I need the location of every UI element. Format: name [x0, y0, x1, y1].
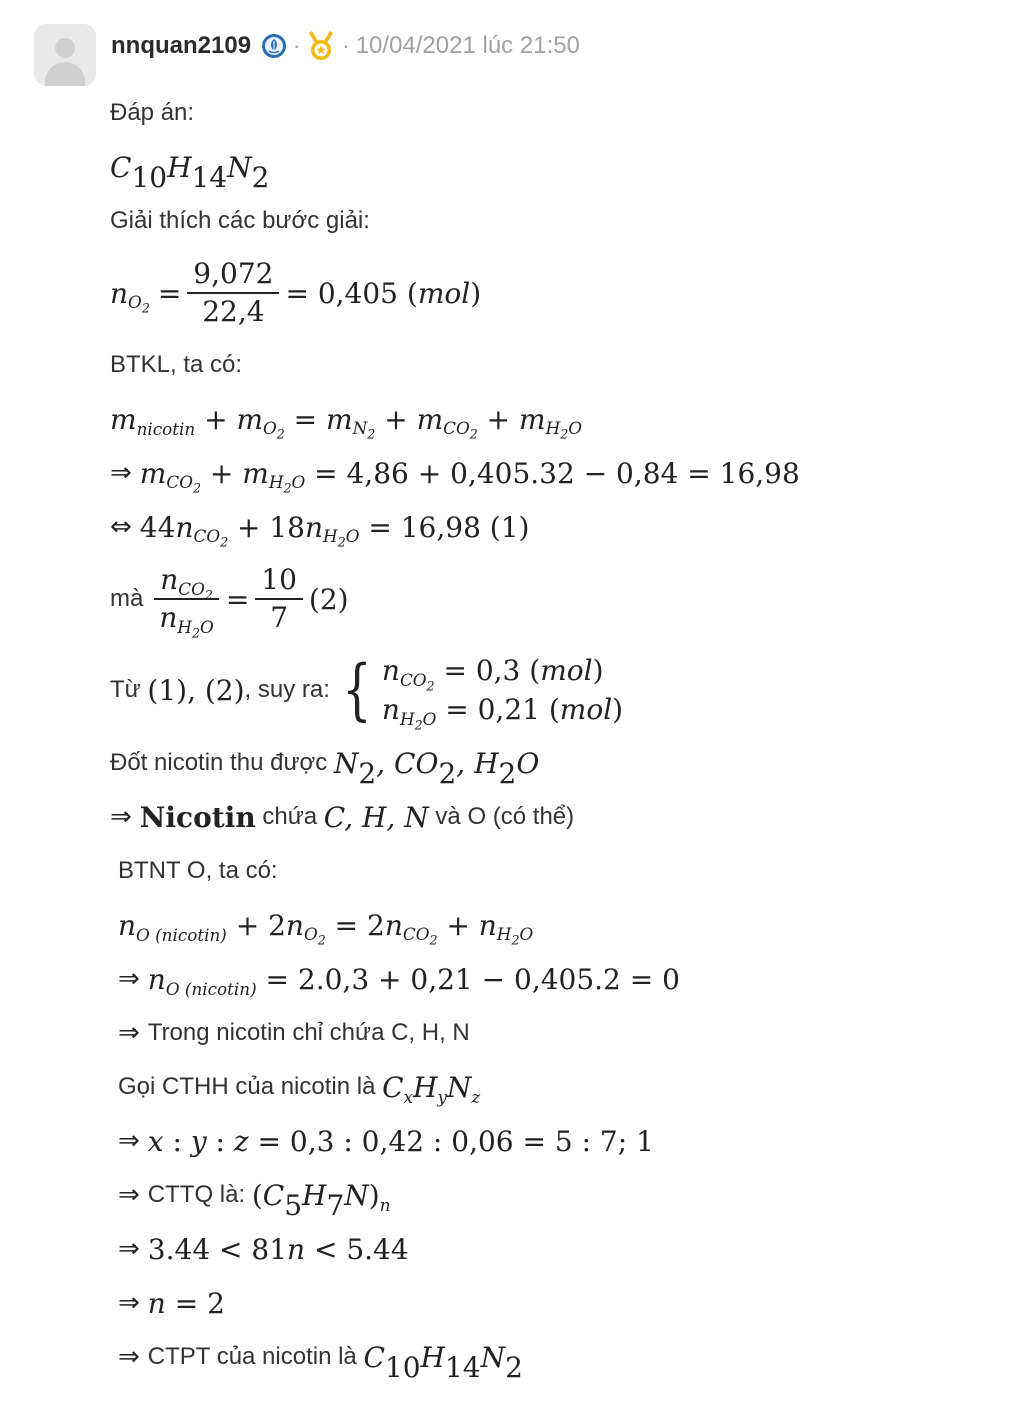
math-line-5: mà $\frac{n_{CO_2}}{n_{H_2O}}$ = $\frac{10}{7}$ (2) [110, 562, 349, 641]
math-line-9: $n_{O (nicotin)}$ + 2 $n_{O_2}$ = 2 $n_{CO_2}$ + $n_{H_2O}$ [118, 908, 534, 948]
math-line-12: Gọi CTHH của nicotin là $C_xH_yN_z$ [118, 1070, 481, 1107]
comment-header [111, 28, 580, 64]
math-line-10: ⇒ $n_{O (nicotin)}$ = 2.0,3 + 0,21 − 0,405.2 = 0 [118, 962, 680, 999]
math-line-4: ⇔ 44 $n_{CO_2}$ + 18 $n_{H_2O}$ = 16,98 (1) [110, 510, 530, 550]
timestamp: 10/04/2021 lúc 21:50 [355, 32, 580, 59]
explain-label-line [110, 194, 990, 248]
answer-formula-line [110, 140, 990, 194]
fraction: $\frac{n_{CO_2}}{n_{H_2O}}$ [153, 564, 219, 634]
answer-label: Đáp án: [110, 99, 195, 126]
btkl-label-line [110, 338, 990, 392]
fraction: $\frac{9,072}{22,4}$ [187, 258, 279, 328]
btkl-label: BTKL, ta có: [110, 351, 243, 378]
math-line-1: $n_{O_2}$ = $\frac{9,072}{22,4}$ = 0,405 ( mol ) [110, 256, 482, 328]
fraction: $\frac{10}{7}$ [255, 564, 303, 634]
avatar[interactable] [34, 24, 96, 86]
answer-formula-render: $C_{10}H_{14}N_2$ [110, 150, 270, 194]
math-line-3: ⇒ $m_{CO_2}$ + $m_{H_2O}$ = 4,86 + 0,405.32 − 0,84 = 16,98 [110, 456, 800, 496]
username[interactable]: nnquan2109 [111, 32, 252, 59]
header-dot: · [293, 33, 301, 58]
math-line-17: ⇒ CTPT của nicotin là $C_{10}H_{14}N_2$ [118, 1340, 523, 1384]
explain-label: Giải thích các bước giải: [110, 207, 370, 234]
math-line-6: Từ (1), (2) , suy ra: { $n_{CO_2} = 0,3$ (mol) $n_{H_2O} = 0,21$ (mol) [110, 651, 624, 733]
math-line-7: Đốt nicotin thu được $N_2$, $CO_2$, $H_2O$ [110, 746, 540, 790]
medal-badge-icon [306, 30, 336, 62]
math-line-15: ⇒ 3.44 < 81 n < 5.44 [118, 1232, 409, 1266]
header-dot: · [342, 33, 350, 58]
math-line-14: ⇒ CTTQ là: $(C_5H_7N)_n$ [118, 1178, 391, 1222]
btnt-label-line [110, 844, 990, 898]
math-line-11: ⇒ Trong nicotin chỉ chứa C, H, N [118, 1018, 470, 1048]
answer-label-line [110, 86, 990, 140]
leaf-badge-icon [261, 33, 287, 59]
btnt-label: BTNT O, ta có: [118, 857, 278, 884]
equation-system: { $n_{CO_2} = 0,3$ (mol) $n_{H_2O} = 0,21$ (mol) [342, 651, 624, 733]
math-line-13: ⇒ x : y : z = 0,3 : 0,42 : 0,06 = 5 : 7; 1 [118, 1124, 654, 1158]
math-line-2: $m_{nicotin}$ + $m_{O_2}$ = $m_{N_2}$ + $m_{CO_2}$ + $m_{H_2O}$ [110, 402, 583, 442]
math-line-8: ⇒ Nicotin chứa C, H, N và O (có thể) [110, 800, 575, 834]
answer-body [110, 86, 990, 1384]
math-line-16: ⇒ n = 2 [118, 1286, 225, 1320]
